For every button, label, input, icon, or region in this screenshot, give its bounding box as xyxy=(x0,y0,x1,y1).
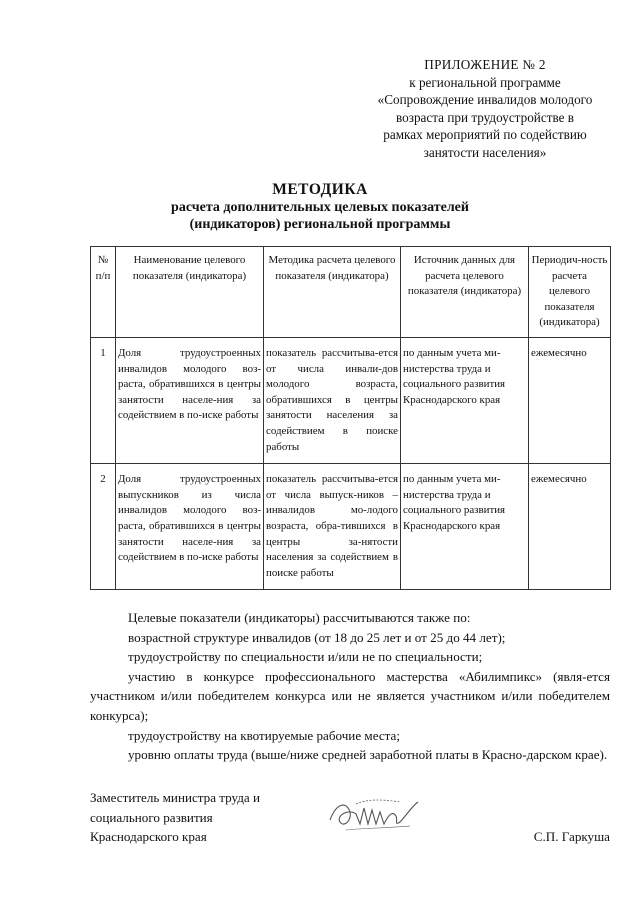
notes-section xyxy=(90,608,610,765)
periodicity: ежемесячно xyxy=(529,464,611,590)
appendix-line: возраста при трудоустройстве в xyxy=(396,109,574,125)
table-row xyxy=(91,464,611,590)
header-periodicity: Периодич-ность расчета целевого показателя (индикатора) xyxy=(529,247,611,338)
header-indicator-name: Наименование целевого показателя (индикатора) xyxy=(116,247,264,338)
notes-item: трудоустройству на квотируемые рабочие места; xyxy=(128,727,400,743)
appendix-line: рамках мероприятий по содействию xyxy=(383,127,587,143)
notes-item: уровню оплаты труда (выше/ниже средней заработной платы в Красно-дарском крае). xyxy=(128,747,608,763)
notes-item: трудоустройству по специальности и/или не по специальности; xyxy=(128,649,483,665)
header-data-source: Источник данных для расчета целевого показателя (индикатора) xyxy=(401,247,529,338)
document-title xyxy=(120,181,520,234)
data-source: по данным учета ми-нистерства труда и социального развития Краснодарского края xyxy=(401,337,529,463)
table-header-row xyxy=(91,247,611,338)
signatory-position: Краснодарского края xyxy=(90,829,207,845)
signatory-position: социального развития xyxy=(90,809,213,825)
table-row xyxy=(91,337,611,463)
document-title-main: МЕТОДИКА xyxy=(272,181,368,198)
signature-block xyxy=(90,788,610,847)
appendix-line: к региональной программе xyxy=(409,74,561,90)
data-source: по данным учета ми-нистерства труда и социального развития Краснодарского края xyxy=(401,464,529,590)
header-number: № п/п xyxy=(91,247,116,338)
indicator-name: Доля трудоустроенных инвалидов молодого воз-раста, обратившихся в центры занятости населе-ния за содействием в по-иске работы xyxy=(116,337,264,463)
appendix-title: ПРИЛОЖЕНИЕ № 2 xyxy=(424,57,546,72)
notes-intro: Целевые показатели (индикаторы) рассчитываются также по: xyxy=(128,610,471,625)
appendix-line: занятости населения» xyxy=(423,144,547,160)
row-number: 2 xyxy=(91,464,116,590)
indicator-name: Доля трудоустроенных выпускников из числа инвалидов молодого воз-раста, обратившихся в центры занятости населе-ния за содействием в по-иске работы xyxy=(116,464,264,590)
periodicity: ежемесячно xyxy=(529,337,611,463)
calculation-method: показатель рассчитыва-ется от числа выпуск-ников – инвалидов мо-лодого возраста, обра-тившихся в центры за-нятости населения за содействием в поиске работы xyxy=(264,464,401,590)
signatory-position: Заместитель министра труда и xyxy=(90,790,261,805)
notes-item: возрастной структуре инвалидов (от 18 до 25 лет и от 25 до 44 лет); xyxy=(128,629,506,645)
document-title-line: расчета дополнительных целевых показателей xyxy=(171,199,469,215)
signatory-name: С.П. Гаркуша xyxy=(533,829,610,845)
row-number: 1 xyxy=(91,337,116,463)
calculation-method: показатель рассчитыва-ется от числа инвали-дов молодого возраста, обратившихся в центры занятости населения за содействием в поиске работы xyxy=(264,337,401,463)
appendix-line: «Сопровождение инвалидов молодого xyxy=(377,92,593,108)
appendix-header xyxy=(340,56,630,162)
notes-item: участию в конкурсе профессионального мастерства «Абилимпикс» (явля-ется участником и/или победителем конкурса или не является участником и/или победителем конкурса); xyxy=(90,668,610,723)
header-calculation-method: Методика расчета целевого показателя (индикатора) xyxy=(264,247,401,338)
document-title-line: (индикаторов) региональной программы xyxy=(189,217,451,232)
indicators-table xyxy=(90,246,611,590)
